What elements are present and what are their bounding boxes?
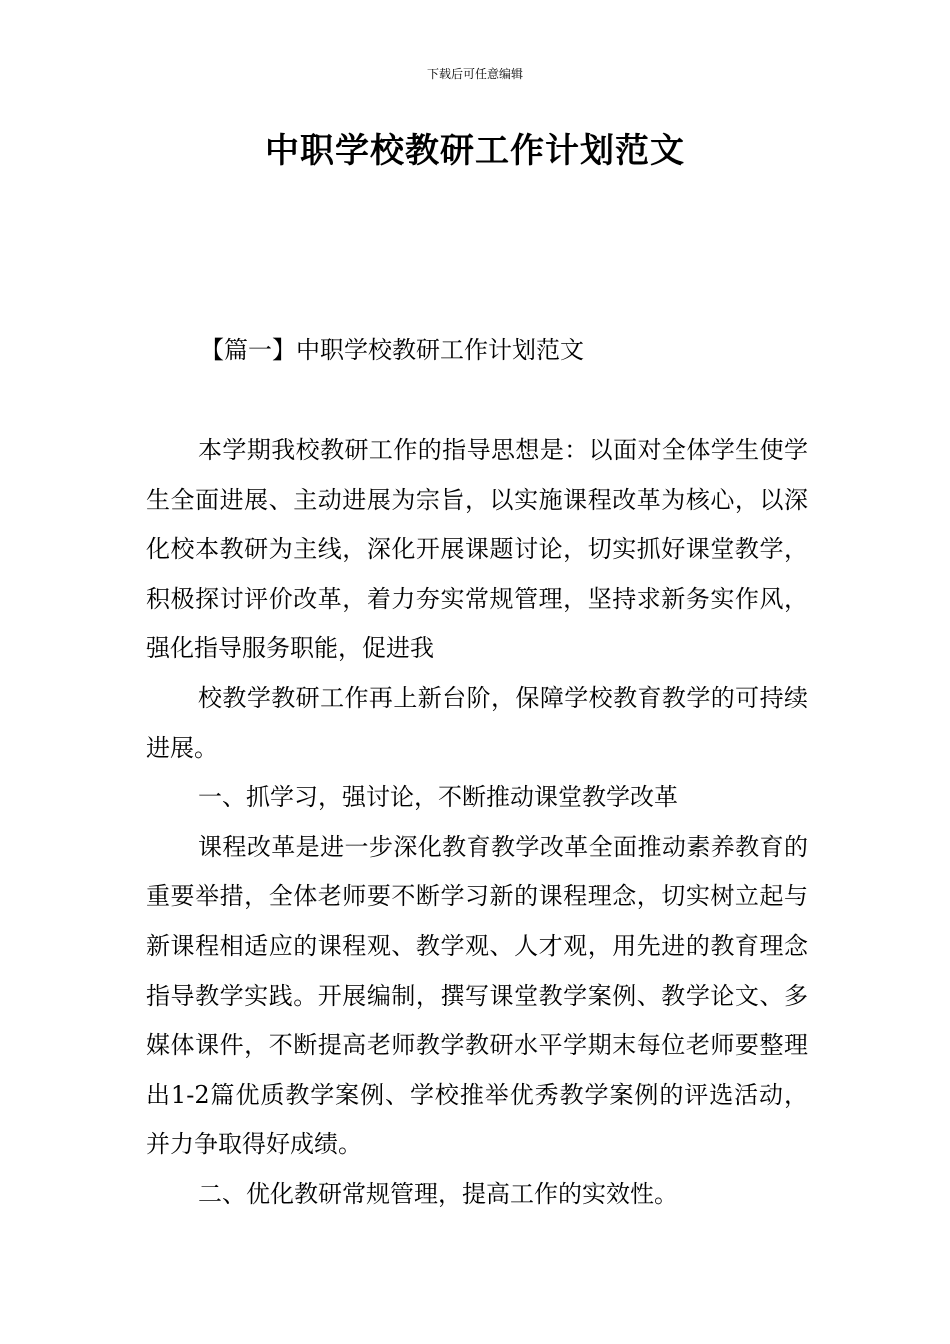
paragraph-continuation: 校教学教研工作再上新台阶，保障学校教育教学的可持续进展。 [146,683,808,762]
paragraph-curriculum-reform: 课程改革是进一步深化教育教学改革全面推动素养教育的重要举措，全体老师要不断学习新的课程理念，切实树立起与新课程相适应的课程观、教学观、人才观，用先进的教育理念指导教学实践。开展编制，撰写课堂教学案例、教学论文、多媒体课件，不断提高老师教学教研水平学期末每位老师要整理出1-2篇优质教学案例、学校推举优秀教学案例的评选活动，并力争取得好成绩。 [146,832,808,1159]
paragraph-heading-two: 二、优化教研常规管理，提高工作的实效性。 [198,1179,678,1208]
body-text [146,426,808,1220]
section-heading: 【篇一】中职学校教研工作计划范文 [200,336,584,364]
paragraph-guiding-ideology: 本学期我校教研工作的指导思想是：以面对全体学生使学生全面进展、主动进展为宗旨，以实施课程改革为核心，以深化校本教研为主线，深化开展课题讨论，切实抓好课堂教学，积极探讨评价改革，着力夯实常规管理，坚持求新务实作风，强化指导服务职能，促进我 [146,436,808,663]
paragraph-heading-one: 一、抓学习，强讨论，不断推动课堂教学改革 [198,783,678,812]
page-header-note: 下载后可任意编辑 [426,67,523,81]
document-title: 中职学校教研工作计划范文 [265,131,685,171]
